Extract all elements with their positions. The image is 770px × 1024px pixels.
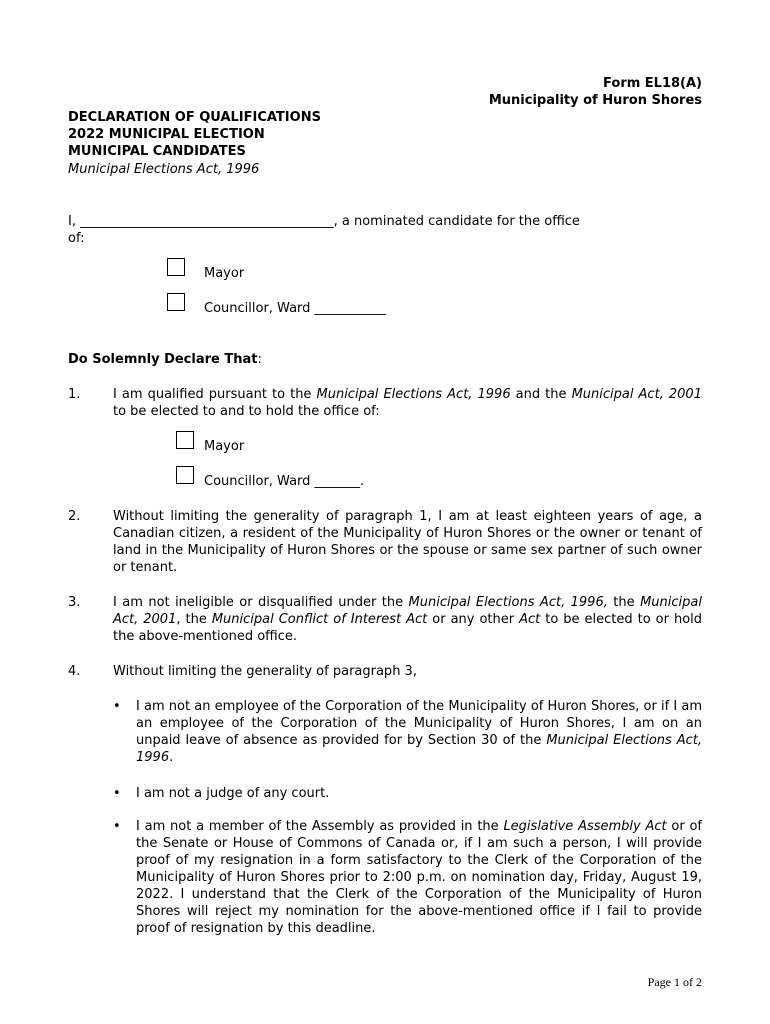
item-1-mayor-checkbox[interactable] bbox=[176, 431, 194, 449]
mayor-label: Mayor bbox=[204, 266, 245, 281]
councillor-label: Councillor, Ward ___________ bbox=[204, 301, 387, 316]
intro-suffix: , a nominated candidate for the office bbox=[333, 214, 580, 229]
item-1-part: to be elected to and to hold the office of: bbox=[113, 404, 380, 419]
item-1-mayor-label: Mayor bbox=[204, 439, 245, 454]
item-1-number: 1. bbox=[68, 387, 81, 402]
bullet-1-part: . bbox=[169, 750, 174, 765]
item-3-act: Act bbox=[519, 612, 541, 627]
form-number: Form EL18(A) bbox=[603, 76, 702, 91]
councillor-checkbox[interactable] bbox=[167, 293, 185, 311]
intro-of: of: bbox=[68, 231, 85, 246]
candidate-name-line bbox=[68, 213, 702, 230]
item-1-part: and the bbox=[510, 387, 572, 402]
item-3-part: I am not ineligible or disqualified under the bbox=[113, 595, 409, 610]
item-4-text: Without limiting the generality of paragraph 3, bbox=[113, 664, 417, 679]
document-title: DECLARATION OF QUALIFICATIONS bbox=[68, 110, 321, 125]
item-2-text: Without limiting the generality of paragraph 1, I am at least eighteen years of age, a Canadian citizen, a resident of the Municipality of Huron Shores or the owner or tenant of land in the Municipality of Huron Shores or the spouse or same sex partner of such owner or tenant. bbox=[113, 509, 702, 575]
bullet-1-part: I am not an employee of the Corporation of the Municipality of Huron Shores, or if I am an employee of the Corporation of the Municipality of Huron Shores, I am on an unpaid leave of absence as provided for by Section 30 of the bbox=[136, 699, 702, 748]
declare-heading-colon: : bbox=[257, 352, 262, 367]
item-3-part: , the bbox=[176, 612, 212, 627]
bullet-1-text bbox=[136, 698, 702, 766]
item-4-number: 4. bbox=[68, 664, 81, 679]
election-title: 2022 MUNICIPAL ELECTION bbox=[68, 127, 265, 142]
candidates-title: MUNICIPAL CANDIDATES bbox=[68, 144, 246, 159]
item-1-act: Municipal Elections Act, 1996 bbox=[316, 387, 511, 402]
municipality-name: Municipality of Huron Shores bbox=[488, 93, 702, 108]
intro-prefix: I, bbox=[68, 214, 81, 229]
item-3-act: Municipal Act, 2001 bbox=[113, 595, 702, 627]
bullet-3-part: or of the Senate or House of Commons of Canada or, if I am such a person, I will provide proof of my resignation in a form satisfactory to the Clerk of the Corporation of the Municipality of Huron Shores prior to 2:00 p.m. on nomination day, Friday, August 19, 2022. I understand that the Clerk of the Corporation of the Municipality of Huron Shores will reject my nomination for the above-mentioned office if I fail to provide proof of resignation by this deadline. bbox=[136, 819, 703, 936]
bullet-3-act: Legislative Assembly Act bbox=[503, 819, 667, 834]
item-3-part: or any other bbox=[427, 612, 520, 627]
item-3-number: 3. bbox=[68, 595, 81, 610]
item-1-councillor-checkbox[interactable] bbox=[176, 466, 194, 484]
bullet-3-text bbox=[136, 818, 702, 937]
item-1-act: 2001 bbox=[668, 387, 702, 402]
declare-heading bbox=[68, 351, 262, 368]
bullet-1-act: Municipal Elections Act, 1996 bbox=[136, 733, 702, 765]
bullet-marker: • bbox=[113, 786, 121, 801]
bullet-3-part: I am not a member of the Assembly as provided in the bbox=[136, 819, 504, 834]
candidate-name-blank[interactable]: _______________________________________ bbox=[80, 214, 334, 229]
item-3-act: Municipal Conflict of Interest Act bbox=[211, 612, 428, 627]
bullet-2-text: I am not a judge of any court. bbox=[136, 786, 330, 801]
item-3-part: the bbox=[607, 595, 641, 610]
item-1-part: I am qualified pursuant to the bbox=[113, 387, 317, 402]
item-3-text bbox=[113, 594, 702, 645]
item-2-number: 2. bbox=[68, 509, 81, 524]
mayor-checkbox[interactable] bbox=[167, 258, 185, 276]
declare-heading-text: Do Solemnly Declare That bbox=[68, 352, 258, 367]
act-title: Municipal Elections Act, 1996 bbox=[68, 162, 260, 177]
item-1-text bbox=[113, 386, 702, 420]
page-number: Page 1 of 2 bbox=[647, 975, 702, 989]
bullet-marker: • bbox=[113, 819, 121, 834]
item-3-act: Municipal Elections Act, 1996, bbox=[408, 595, 608, 610]
bullet-marker: • bbox=[113, 699, 121, 714]
item-3-part: to be elected to or hold the above-mentioned office. bbox=[113, 612, 703, 644]
item-1-councillor-label: Councillor, Ward _______. bbox=[204, 474, 365, 489]
item-1-act: Municipal Act, bbox=[571, 387, 664, 402]
